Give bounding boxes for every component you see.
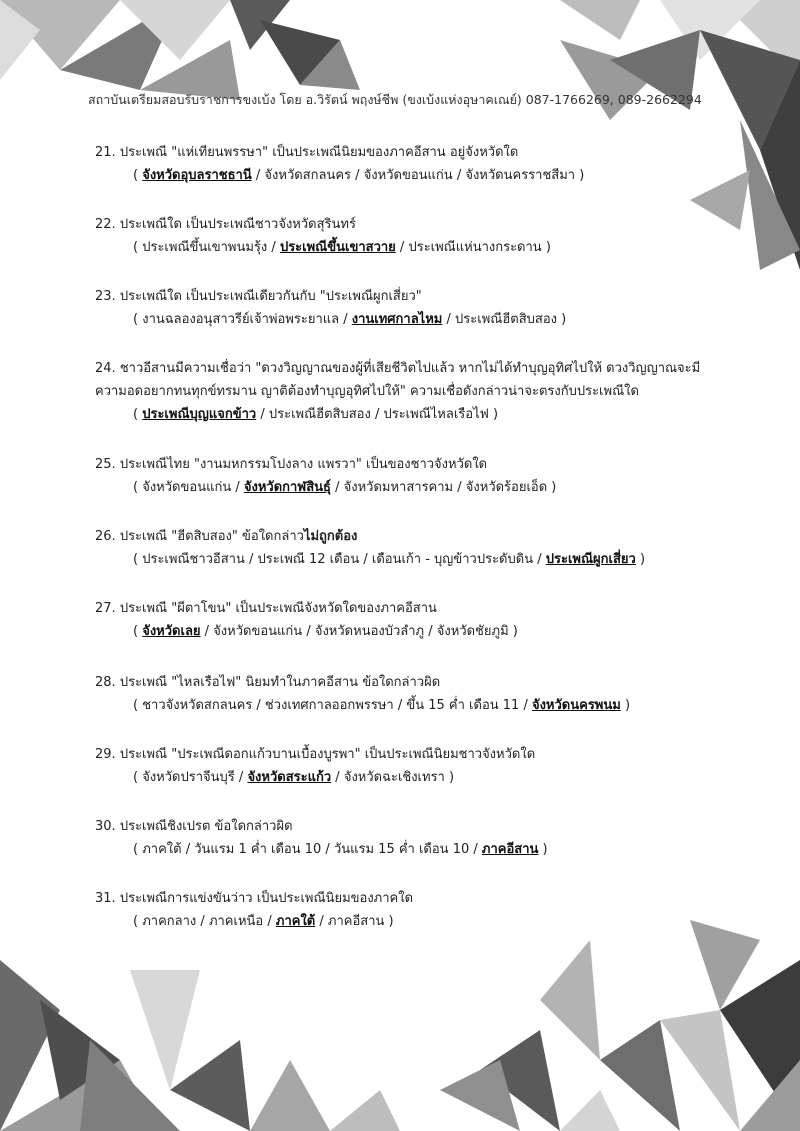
question-number: 29. (95, 747, 116, 762)
question-23 (95, 285, 566, 331)
answer-options: ( จังหวัดขอนแก่น / จังหวัดกาฬสินธุ์ / จังหวัดมหาสารคาม / จังหวัดร้อยเอ็ด ) (133, 480, 557, 495)
question-text: ประเพณี "ฮีตสิบสอง" ข้อใดกล่าว (119, 529, 304, 544)
question-number: 24. (95, 361, 116, 376)
question-30 (95, 815, 548, 861)
option: จังหวัดฉะเชิงเทรา (343, 770, 445, 785)
option: ภาคกลาง (142, 914, 197, 929)
question-text: ประเพณีใด เป็นประเพณีชาวจังหวัดสุรินทร์ (119, 217, 356, 232)
option-correct: ประเพณีผูกเสี่ยว (545, 552, 636, 567)
question-31 (95, 887, 413, 933)
option-correct: จังหวัดกาฬสินธุ์ (243, 480, 331, 495)
option: งานฉลองอนุสาวรีย์เจ้าพ่อพระยาแล (142, 312, 340, 327)
question-number: 23. (95, 289, 116, 304)
option-correct: ภาคอีสาน (481, 842, 539, 857)
option-correct: จังหวัดอุบลราชธานี (142, 168, 252, 183)
question-number: 28. (95, 675, 116, 690)
option: ประเพณีแห่นางกระดาน (408, 240, 542, 255)
option-correct: ประเพณีบุญแจกข้าว (142, 407, 257, 422)
question-number: 25. (95, 457, 116, 472)
option: ขึ้น 15 ค่ำ เดือน 11 (406, 698, 520, 713)
question-text: ประเพณี "ไหลเรือไฟ" นิยมทำในภาคอีสาน ข้อใดกล่าวผิด (119, 675, 441, 690)
question-21 (95, 141, 584, 187)
answer-options: ( จังหวัดเลย / จังหวัดขอนแก่น / จังหวัดหนองบัวลำภู / จังหวัดชัยภูมิ ) (133, 624, 518, 639)
option: ประเพณีฮีตสิบสอง (455, 312, 557, 327)
question-number: 21. (95, 145, 116, 160)
option: ประเพณีไหลเรือไฟ (383, 407, 489, 422)
question-26 (95, 525, 645, 571)
option: ประเพณีชาวอีสาน (142, 552, 245, 567)
answer-options: ( ประเพณีชาวอีสาน / ประเพณี 12 เดือน / เดือนเก้า - บุญข้าวประดับดิน / ประเพณีผูกเสี่ยว ) (133, 552, 646, 567)
option: เดือนเก้า - บุญข้าวประดับดิน (371, 552, 534, 567)
option: จังหวัดขอนแก่น (142, 480, 232, 495)
option: จังหวัดหนองบัวลำภู (314, 624, 425, 639)
question-emphasis: ไม่ถูกต้อง (303, 529, 358, 544)
option: ประเพณีฮีตสิบสอง (268, 407, 371, 422)
answer-options: ( งานฉลองอนุสาวรีย์เจ้าพ่อพระยาแล / งานเทศกาลไหม / ประเพณีฮีตสิบสอง ) (133, 312, 567, 327)
answer-options: ( จังหวัดอุบลราชธานี / จังหวัดสกลนคร / จังหวัดขอนแก่น / จังหวัดนครราชสีมา ) (133, 168, 585, 183)
option: ประเพณีขึ้นเขาพนมรุ้ง (142, 240, 268, 255)
option-correct: งานเทศกาลไหม (351, 312, 443, 327)
question-28 (95, 671, 630, 717)
option: วันแรม 15 ค่ำ เดือน 10 (333, 842, 470, 857)
answer-options: ( ภาคกลาง / ภาคเหนือ / ภาคใต้ / ภาคอีสาน ) (133, 914, 394, 929)
option: จังหวัดสกลนคร (264, 168, 352, 183)
option-correct: จังหวัดเลย (142, 624, 201, 639)
question-text: ประเพณี "ประเพณีดอกแก้วบานเบื้องบูรพา" เป็นประเพณีนิยมชาวจังหวัดใด (119, 747, 536, 762)
question-text: ประเพณีใด เป็นประเพณีเดียวกันกับ "ประเพณีผูกเสี่ยว" (119, 289, 422, 304)
option: จังหวัดนครราชสีมา (465, 168, 576, 183)
option: ภาคใต้ (142, 842, 182, 857)
option: จังหวัดขอนแก่น (363, 168, 453, 183)
question-number: 22. (95, 217, 116, 232)
answer-options: ( ประเพณีบุญแจกข้าว / ประเพณีฮีตสิบสอง / ประเพณีไหลเรือไฟ ) (133, 407, 499, 422)
question-number: 31. (95, 891, 116, 906)
question-27 (95, 597, 518, 643)
option-correct: จังหวัดนครพนม (531, 698, 621, 713)
question-text: ประเพณี "แห่เทียนพรรษา" เป็นประเพณีนิยมของภาคอีสาน อยู่จังหวัดใด (119, 145, 519, 160)
option: ภาคอีสาน (327, 914, 385, 929)
question-text: ประเพณี "ผีตาโขน" เป็นประเพณีจังหวัดใดของภาคอีสาน (119, 601, 437, 616)
question-text-line1: ชาวอีสานมีความเชื่อว่า "ดวงวิญญาณของผู้ที่เสียชีวิตไปแล้ว หากไม่ได้ทำบุญอุทิศไปให้ ดวงวิญญาณจะมี (119, 361, 701, 376)
question-text: ประเพณีชิงเปรต ข้อใดกล่าวผิด (119, 819, 293, 834)
answer-options: ( ภาคใต้ / วันแรม 1 ค่ำ เดือน 10 / วันแรม 15 ค่ำ เดือน 10 / ภาคอีสาน ) (133, 842, 548, 857)
institute-header: สถาบันเตรียมสอบรับราชการขงเบ้ง โดย อ.วิรัตน์ พฤงษ์ชีพ (ขงเบ้งแห่งอุษาคเณย์) 087-1766269, 089-2662294 (88, 92, 702, 107)
question-number: 27. (95, 601, 116, 616)
question-number: 30. (95, 819, 116, 834)
option: วันแรม 1 ค่ำ เดือน 10 (194, 842, 322, 857)
question-text-line2: ความอดอยากทนทุกข์ทรมาน ญาติต้องทำบุญอุทิศไปให้" ความเชื่อดังกล่าวน่าจะตรงกับประเพณีใด (95, 384, 639, 399)
question-24 (95, 357, 735, 426)
option-correct: ภาคใต้ (275, 914, 316, 929)
option: ชาวจังหวัดสกลนคร (142, 698, 253, 713)
answer-options: ( ชาวจังหวัดสกลนคร / ช่วงเทศกาลออกพรรษา / ขึ้น 15 ค่ำ เดือน 11 / จังหวัดนครพนม ) (133, 698, 631, 713)
option: ช่วงเทศกาลออกพรรษา (264, 698, 394, 713)
question-text: ประเพณีไทย "งานมหกรรมโปงลาง แพรวา" เป็นของชาวจังหวัดใด (119, 457, 488, 472)
option: จังหวัดขอนแก่น (213, 624, 303, 639)
question-text: ประเพณีการแข่งขันว่าว เป็นประเพณีนิยมของภาคใด (119, 891, 414, 906)
option: ภาคเหนือ (208, 914, 264, 929)
question-number: 26. (95, 529, 116, 544)
option-correct: ประเพณีขึ้นเขาสวาย (279, 240, 396, 255)
question-22 (95, 213, 551, 259)
option-correct: จังหวัดสระแก้ว (247, 770, 332, 785)
option: จังหวัดมหาสารคาม (343, 480, 454, 495)
option: จังหวัดปราจีนบุรี (142, 770, 235, 785)
question-29 (95, 743, 535, 789)
answer-options: ( ประเพณีขึ้นเขาพนมรุ้ง / ประเพณีขึ้นเขาสวาย / ประเพณีแห่นางกระดาน ) (133, 240, 551, 255)
option: ประเพณี 12 เดือน (257, 552, 360, 567)
option: จังหวัดชัยภูมิ (436, 624, 509, 639)
option: จังหวัดร้อยเอ็ด (465, 480, 548, 495)
answer-options: ( จังหวัดปราจีนบุรี / จังหวัดสระแก้ว / จังหวัดฉะเชิงเทรา ) (133, 770, 455, 785)
question-25 (95, 453, 556, 499)
